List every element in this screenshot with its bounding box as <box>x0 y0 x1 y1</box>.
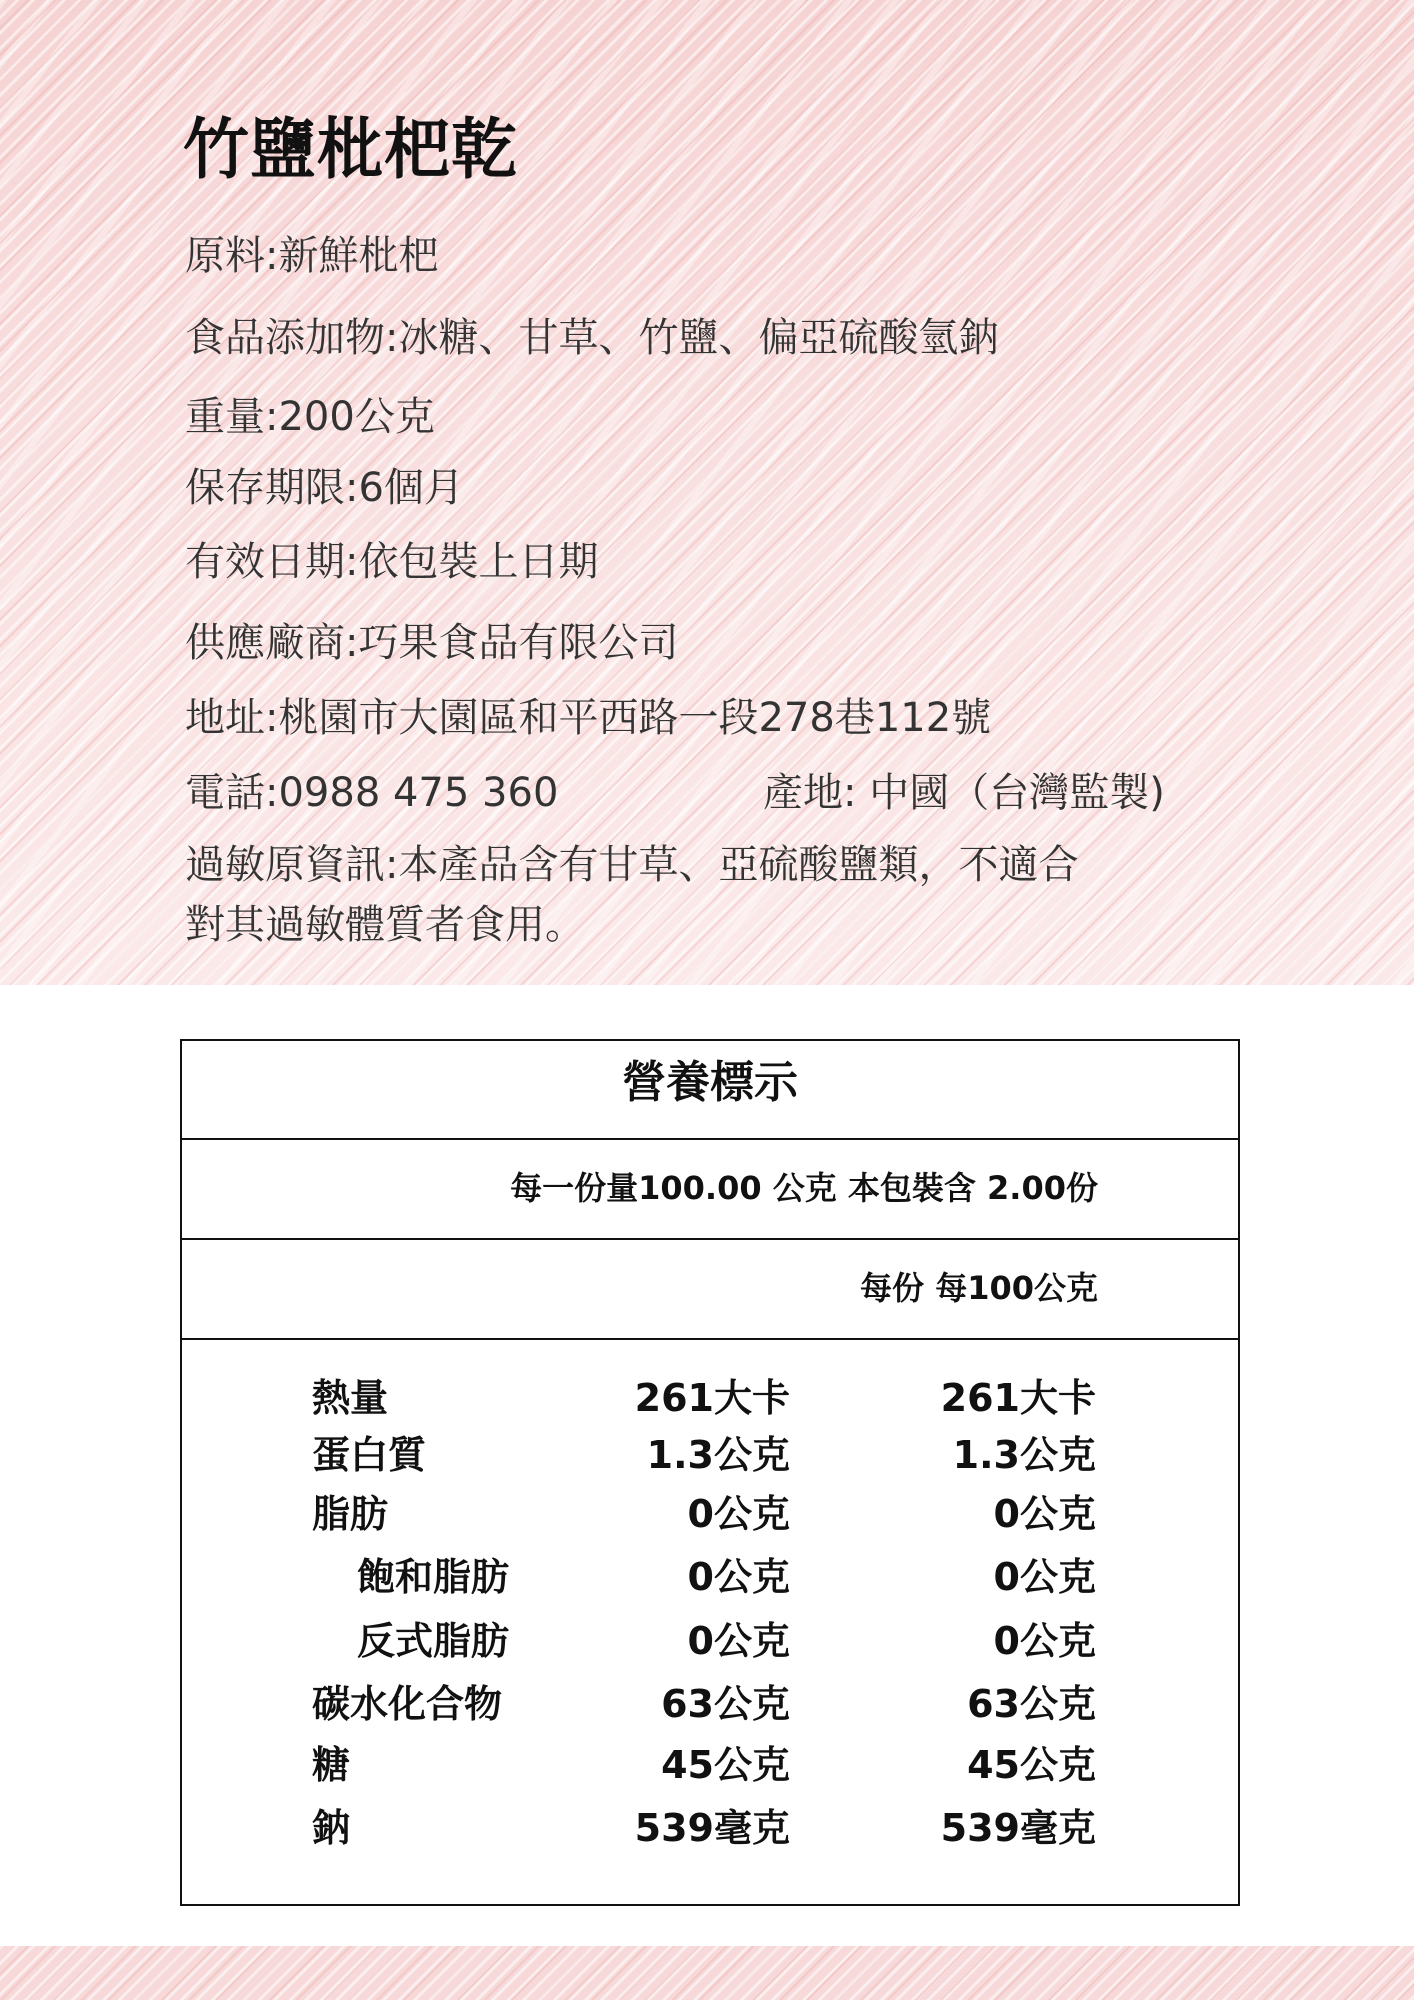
nutrient-per-serving: 539毫克 <box>634 1806 790 1850</box>
allergen-text-line1: 過敏原資訊:本產品含有甘草、亞硫酸鹽類，不適合 <box>185 842 1079 888</box>
nutrient-per-serving: 0公克 <box>687 1492 790 1536</box>
nutrient-per-100g: 0公克 <box>993 1555 1096 1599</box>
nutrient-name: 脂肪 <box>312 1492 389 1536</box>
expiry-text: 有效日期:依包裝上日期 <box>185 539 599 585</box>
nutrient-row <box>182 1673 1238 1735</box>
nutrient-per-100g: 1.3公克 <box>952 1433 1096 1477</box>
serving-info-text: 每一份量100.00 公克 本包裝含 2.00份 <box>510 1169 1098 1207</box>
nutrient-per-serving: 1.3公克 <box>646 1433 790 1477</box>
nutrient-per-100g: 261大卡 <box>940 1376 1096 1420</box>
serving-info-row <box>182 1140 1238 1240</box>
nutrient-name: 蛋白質 <box>312 1433 427 1477</box>
nutrition-facts-table <box>180 1039 1240 1906</box>
nutrient-per-100g: 63公克 <box>967 1682 1096 1726</box>
nutrient-name: 鈉 <box>312 1806 351 1850</box>
column-header-row <box>182 1240 1238 1340</box>
nutrient-per-serving: 63公克 <box>661 1682 790 1726</box>
nutrient-name: 碳水化合物 <box>312 1682 503 1726</box>
nutrient-row <box>182 1734 1238 1796</box>
nutrient-per-serving: 45公克 <box>661 1743 790 1787</box>
nutrient-row <box>182 1367 1238 1429</box>
nutrient-rows <box>182 1340 1238 1900</box>
shelf-life-text: 保存期限:6個月 <box>185 465 464 511</box>
nutrient-per-serving: 0公克 <box>687 1555 790 1599</box>
supplier-text: 供應廠商:巧果食品有限公司 <box>185 620 679 666</box>
product-title: 竹鹽枇杷乾 <box>183 111 518 188</box>
nutrient-row <box>182 1797 1238 1859</box>
origin-text: 產地: 中國（台灣監製) <box>763 770 1165 816</box>
nutrient-per-100g: 539毫克 <box>940 1806 1096 1850</box>
phone-text: 電話:0988 475 360 <box>185 770 559 816</box>
nutrient-name: 糖 <box>312 1743 351 1787</box>
nutrient-name: 反式脂肪 <box>357 1619 510 1663</box>
ingredients-text: 原料:新鮮枇杷 <box>185 233 439 279</box>
nutrient-per-serving: 0公克 <box>687 1619 790 1663</box>
nutrient-per-100g: 0公克 <box>993 1619 1096 1663</box>
pink-textured-footer <box>0 1946 1414 2000</box>
weight-text: 重量:200公克 <box>185 394 435 440</box>
nutrient-row <box>182 1610 1238 1672</box>
nutrient-row <box>182 1546 1238 1608</box>
column-header-text: 每份 每100公克 <box>860 1269 1098 1307</box>
allergen-text-line2: 對其過敏體質者食用。 <box>185 902 585 948</box>
nutrition-header: 營養標示 <box>182 1041 1238 1140</box>
nutrient-per-100g: 0公克 <box>993 1492 1096 1536</box>
nutrient-name: 熱量 <box>312 1376 389 1420</box>
address-text: 地址:桃園市大園區和平西路一段278巷112號 <box>185 695 992 741</box>
nutrient-name: 飽和脂肪 <box>357 1555 510 1599</box>
nutrient-per-serving: 261大卡 <box>634 1376 790 1420</box>
nutrient-row <box>182 1424 1238 1486</box>
nutrient-per-100g: 45公克 <box>967 1743 1096 1787</box>
nutrient-row <box>182 1483 1238 1545</box>
additives-text: 食品添加物:冰糖、甘草、竹鹽、偏亞硫酸氫鈉 <box>185 315 999 361</box>
